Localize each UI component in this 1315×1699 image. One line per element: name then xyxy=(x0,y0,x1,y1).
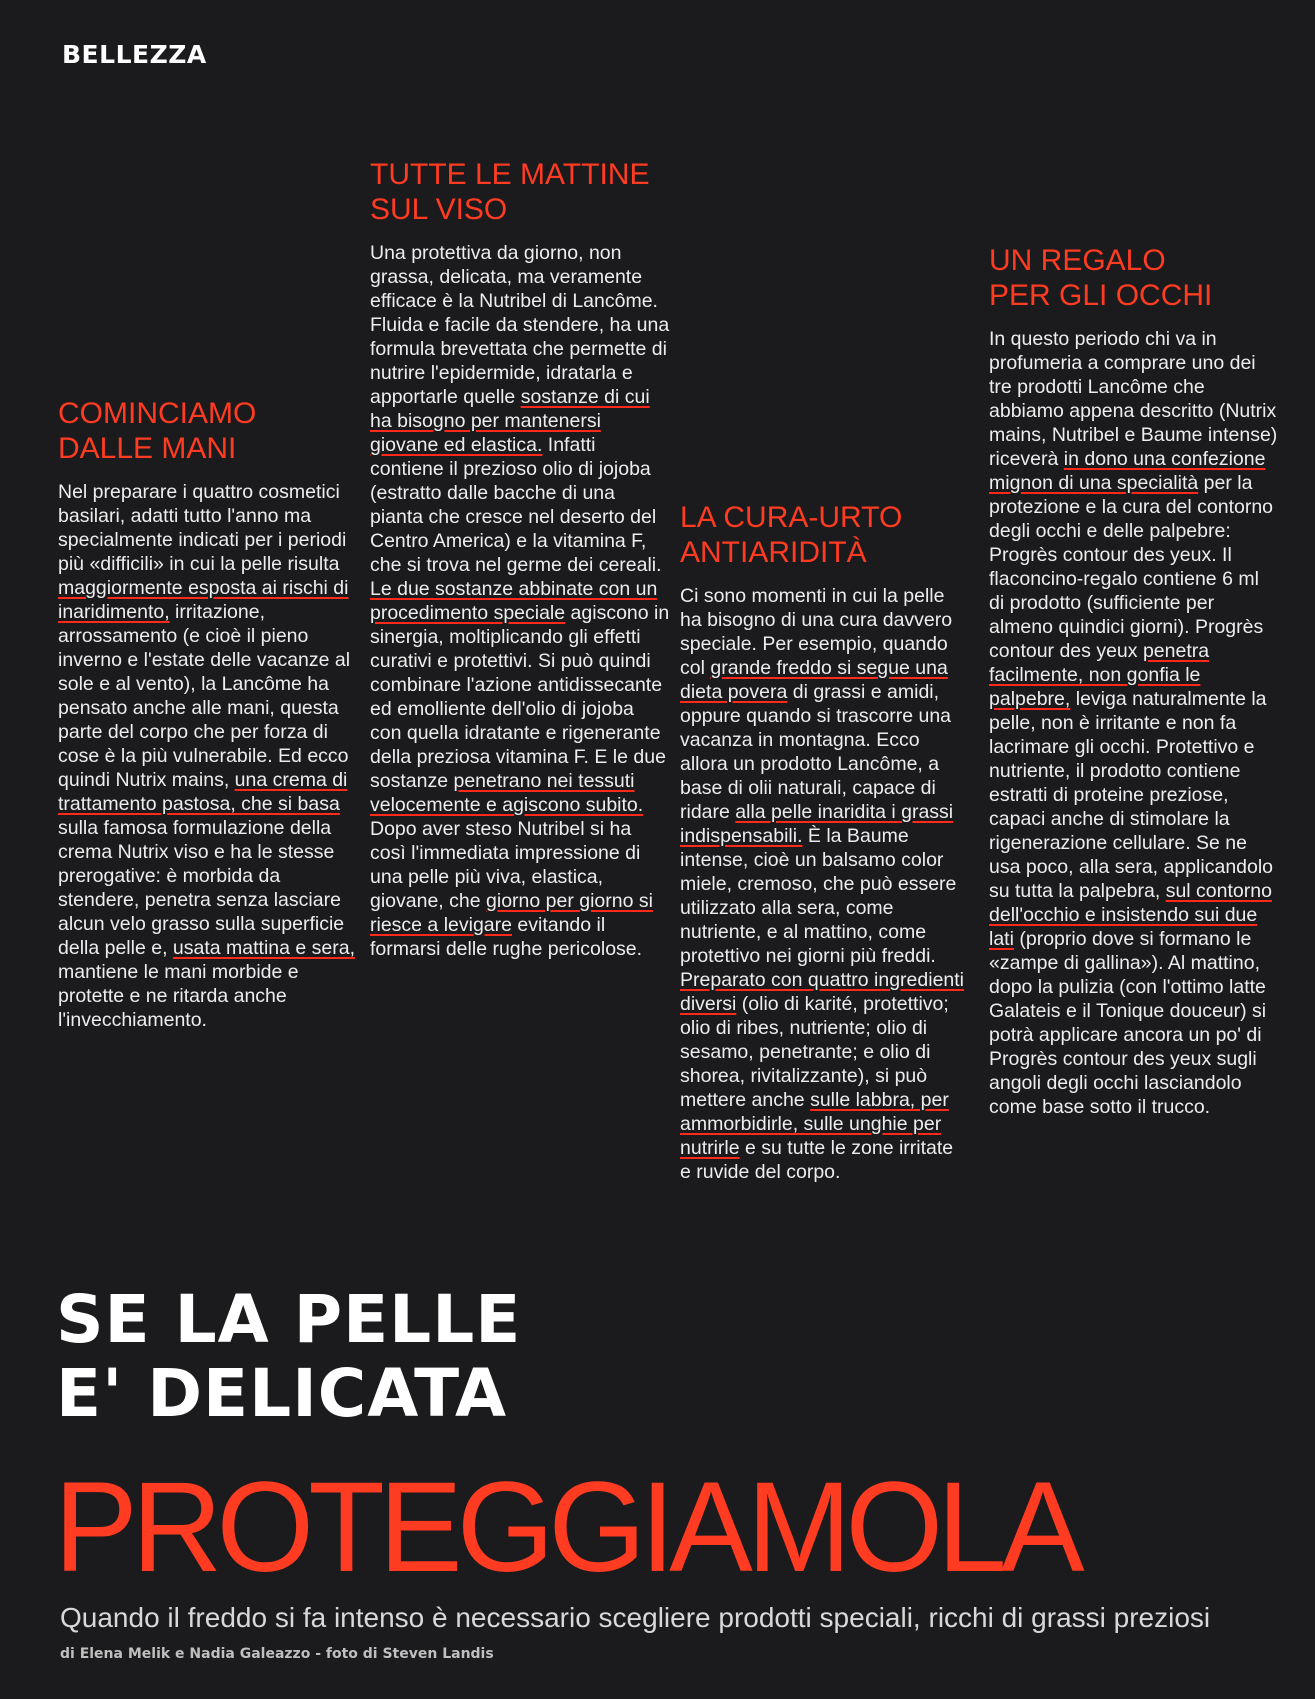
underlined-passage: penetra facilmente, non gonfia le palpebre, xyxy=(989,640,1210,710)
headline: SE LA PELLE E' DELICATA xyxy=(56,1281,522,1432)
credits: di Elena Melik e Nadia Galeazzo - foto di Steven Landis xyxy=(60,1646,494,1662)
underlined-passage: Le due sostanze abbinate con un procedimento speciale xyxy=(370,578,658,624)
underlined-passage: Preparato con quattro ingredienti diversi xyxy=(680,969,965,1015)
column-title: COMINCIAMO DALLE MANI xyxy=(58,397,257,465)
column-hands xyxy=(58,396,358,1032)
column-body: Ci sono momenti in cui la pelle ha bisogno di una cura davvero speciale. Per esempio, quando col grande freddo si segue una dieta povera di grassi e amidi, oppure quando si trascorre una vacanza in montagna. Ecco allora un prodotto Lancôme, a base di olii naturali, capace di ridare alla pelle inaridita i grassi indispensabili. È la Baume intense, cioè un balsamo color miele, cremoso, che può essere utilizzato alla sera, come nutriente, e al mattino, come protettivo nei giorni più freddi. Preparato con quattro ingredienti diversi (olio di karité, protettivo; olio di ribes, nutriente; olio di sesamo, penetrante; e olio di shorea, rivitalizzante), si può mettere anche sulle labbra, per ammorbidirle, sulle unghie per nutrirle e su tutte le zone irritate e ruvide del corpo. xyxy=(680,585,965,1183)
underlined-passage: sostanze di cui ha bisogno per mantenersi giovane ed elastica. xyxy=(370,386,650,456)
underlined-passage: penetrano nei tessuti velocemente e agiscono subito. xyxy=(370,770,644,816)
column-dryness xyxy=(680,500,965,1184)
underlined-passage: una crema di trattamento pastosa, che si basa xyxy=(58,769,348,815)
underlined-passage: giorno per giorno si riesce a levigare xyxy=(370,890,653,936)
column-title: TUTTE LE MATTINE SUL VISO xyxy=(370,158,650,226)
section-tag: BELLEZZA xyxy=(62,40,207,69)
subtitle: Quando il freddo si fa intenso è necessario scegliere prodotti speciali, ricchi di grassi preziosi xyxy=(60,1602,1211,1633)
underlined-passage: in dono una confezione mignon di una specialità xyxy=(989,448,1266,494)
column-body: Una protettiva da giorno, non grassa, delicata, ma veramente efficace è la Nutribel di Lancôme. Fluida e facile da stendere, ha una formula brevettata che permette di nutrire l'epidermide, idratarla e apportarle quelle sostanze di cui ha bisogno per mantenersi giovane ed elastica. Infatti contiene il prezioso olio di jojoba (estratto dalle bacche di una pianta che cresce nel deserto del Centro America) e la vitamina F, che si trova nel germe dei cereali. Le due sostanze abbinate con un procedimento speciale agiscono in sinergia, moltiplicando gli effetti curativi e protettivi. Si può quindi combinare l'azione antidissecante ed emolliente dell'olio di jojoba con quella idratante e rigenerante della preziosa vitamina F. E le due sostanze penetrano nei tessuti velocemente e agiscono subito. Dopo aver steso Nutribel si ha così l'immediata impressione di una pelle più viva, elastica, giovane, che giorno per giorno si riesce a levigare evitando il formarsi delle rughe pericolose. xyxy=(370,242,670,960)
main-title: PROTEGGIAMOLA xyxy=(54,1456,1079,1599)
underlined-passage: grande freddo si segue una dieta povera xyxy=(680,657,948,703)
column-body: In questo periodo chi va in profumeria a comprare uno dei tre prodotti Lancôme che abbiamo appena descritto (Nutrix mains, Nutribel e Baume intense) riceverà in dono una confezione mignon di una specialità per la protezione e la cura del contorno degli occhi e delle palpebre: Progrès contour des yeux. Il flaconcino-regalo contiene 6 ml di prodotto (sufficiente per almeno quindici giorni). Progrès contour des yeux penetra facilmente, non gonfia le palpebre, leviga naturalmente la pelle, non è irritante e non fa lacrimare gli occhi. Protettivo e nutriente, il prodotto contiene estratti di proteine preziose, capaci anche di stimolare la rigenerazione cellulare. Se ne usa poco, alla sera, applicandolo su tutta la palpebra, sul contorno dell'occhio e insistendo sui due lati (proprio dove si formano le «zampe di gallina»). Al mattino, dopo la pulizia (con l'ottimo latte Galateis e il Tonique douceur) si potrà applicare ancora un po' di Progrès contour des yeux sugli angoli degli occhi lasciandolo come base sotto il trucco. xyxy=(989,328,1278,1118)
column-eyes xyxy=(989,243,1279,1119)
underlined-passage: usata mattina e sera, xyxy=(172,937,356,959)
column-title: LA CURA-URTO ANTIARIDITÀ xyxy=(680,501,903,569)
column-face xyxy=(370,157,670,961)
underlined-passage: maggiormente esposta ai rischi di inaridimento, xyxy=(58,577,349,623)
underlined-passage: alla pelle inaridita i grassi indispensabili. xyxy=(680,801,954,847)
column-title: UN REGALO PER GLI OCCHI xyxy=(989,244,1213,312)
underlined-passage: sul contorno dell'occhio e insistendo sui due lati xyxy=(989,880,1272,950)
underlined-passage: sulle labbra, per ammorbidirle, sulle unghie per nutrirle xyxy=(680,1089,949,1159)
column-body: Nel preparare i quattro cosmetici basilari, adatti tutto l'anno ma specialmente indicati per i periodi più «difficili» in cui la pelle risulta maggiormente esposta ai rischi di inaridimento, irritazione, arrossamento (e cioè il pieno inverno e l'estate delle vacanze al sole e al vento), la Lancôme ha pensato anche alle mani, questa parte del corpo che per forza di cose è la più vulnerabile. Ed ecco quindi Nutrix mains, una crema di trattamento pastosa, che si basa sulla famosa formulazione della crema Nutrix viso e ha le stesse prerogative: è morbida da stendere, penetra senza lasciare alcun velo grasso sulla superficie della pelle e, usata mattina e sera, mantiene le mani morbide e protette e ne ritarda anche l'invecchiamento. xyxy=(58,481,356,1031)
